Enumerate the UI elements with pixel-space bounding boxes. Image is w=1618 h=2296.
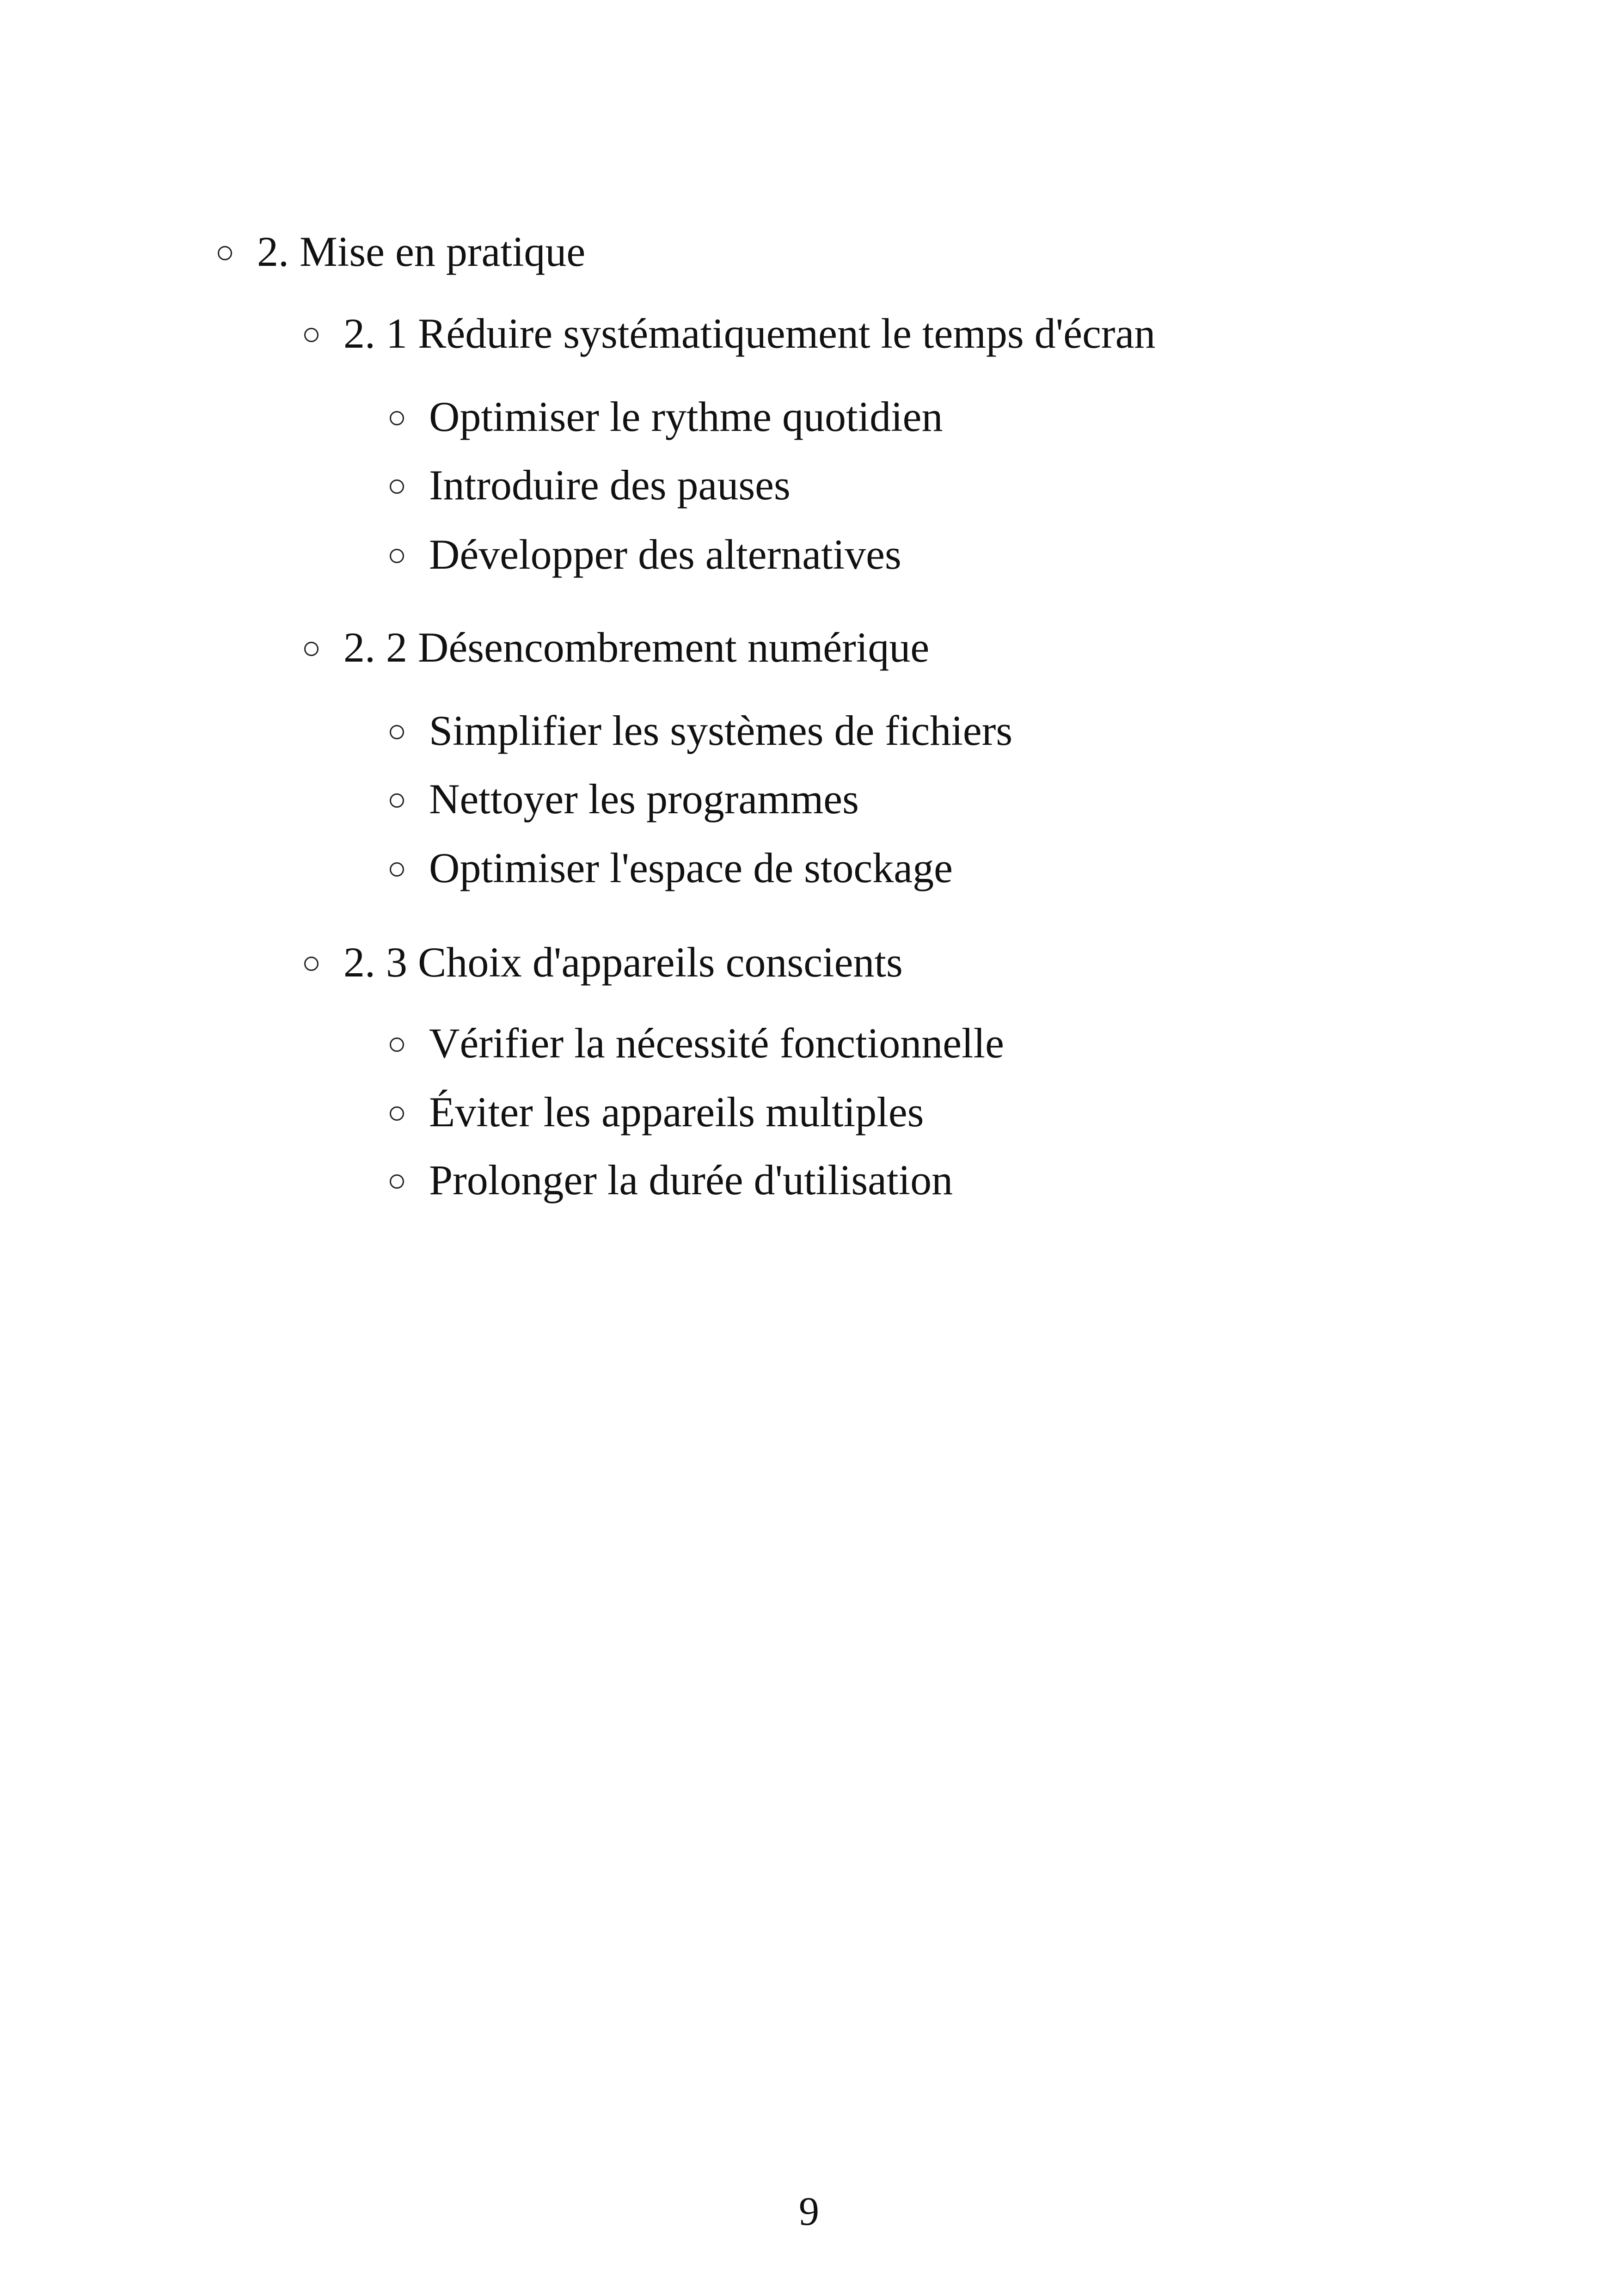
hollow-circle-bullet-icon (390, 411, 404, 425)
outline-item-text: Vérifier la nécessité fonctionnelle (429, 1019, 1004, 1067)
outline-item-text: Simplifier les systèmes de fichiers (429, 707, 1013, 754)
page-number: 9 (799, 2189, 819, 2234)
outline-item-text: Développer des alternatives (429, 531, 901, 578)
hollow-circle-bullet-icon (304, 642, 319, 656)
hollow-circle-bullet-icon (390, 862, 404, 877)
hollow-circle-bullet-icon (218, 246, 232, 260)
outline-item-text: Optimiser l'espace de stockage (429, 844, 953, 891)
outline-item-text: Prolonger la durée d'utilisation (429, 1156, 953, 1203)
hollow-circle-bullet-icon (390, 1106, 404, 1121)
outline-item-text: 2. 3 Choix d'appareils conscients (343, 939, 903, 986)
hollow-circle-bullet-icon (390, 1037, 404, 1052)
hollow-circle-bullet-icon (390, 549, 404, 563)
hollow-circle-bullet-icon (390, 793, 404, 808)
hollow-circle-bullet-icon (390, 725, 404, 739)
outline-item-text: 2. 1 Réduire systématiquement le temps d'écran (343, 310, 1156, 357)
outline-item-text: 2. 2 Désencombrement numérique (343, 624, 930, 671)
outline-item-text: Éviter les appareils multiples (429, 1088, 924, 1136)
outline-item-text: Nettoyer les programmes (429, 775, 859, 823)
hollow-circle-bullet-icon (390, 479, 404, 494)
outline-item-text: Optimiser le rythme quotidien (429, 393, 943, 440)
outline-item-text: Introduire des pauses (429, 461, 791, 509)
outline-item-text: 2. Mise en pratique (257, 228, 586, 275)
hollow-circle-bullet-icon (304, 957, 319, 971)
hollow-circle-bullet-icon (390, 1174, 404, 1189)
hollow-circle-bullet-icon (304, 328, 319, 342)
